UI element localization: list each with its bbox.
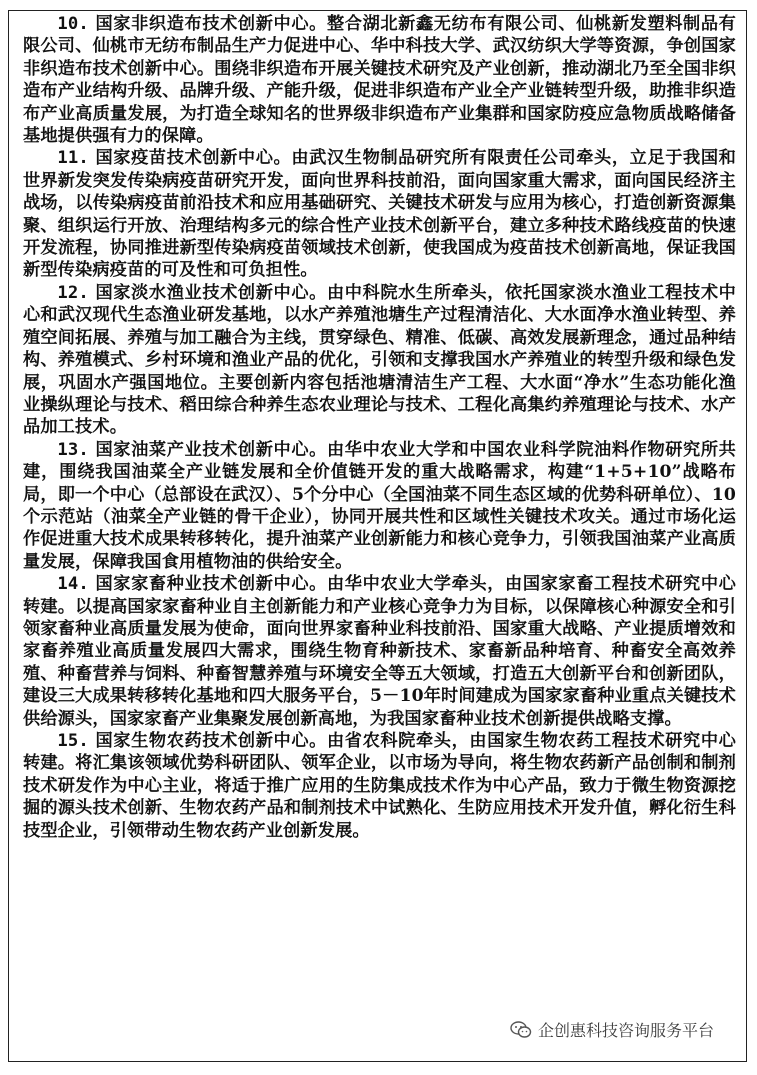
- paragraph-title: 国家家畜种业技术创新中心。: [95, 574, 327, 595]
- paragraph-12: [23, 282, 736, 439]
- paragraph-title: 国家非织造布技术创新中心。: [95, 14, 327, 34]
- paragraph-11: [23, 147, 736, 281]
- paragraph-number: 15.: [57, 731, 89, 751]
- wechat-icon: [510, 1021, 532, 1039]
- paragraph-body: 由华中农业大学牵头，由国家家畜工程技术研究中心转建。以提高国家家畜种业自主创新能力和产业核心竞争力为目标，以保障核心种源安全和引领家畜种业高质量发展为使命，面向世界家畜种业科技前沿、国家重大战略、产业提质增效和家畜养殖业高质量发展四大需求，围绕生物育种新技术、家畜新品种培育、种畜安全高效养殖、种畜营养与饲料、种畜智慧养殖与环境安全等五大领域，打造五大创新平台和创新团队，建设三大成果转移转化基地和四大服务平台，5－10年时间建成为国家家畜种业重点关键技术供给源头，国家家畜产业集聚发展创新高地，为我国家畜种业技术创新提供战略支撑。: [23, 574, 737, 729]
- paragraph-title: 国家生物农药技术创新中心。: [95, 731, 327, 751]
- watermark-text: 企创惠科技咨询服务平台: [537, 1021, 714, 1040]
- paragraph-number: 12.: [57, 282, 89, 303]
- paragraph-body: 由华中农业大学和中国农业科学院油料作物研究所共建，围绕我国油菜全产业链发展和全价值链开发的重大战略需求，构建“1+5+10”战略布局，即一个中心（总部设在武汉）、5个分中心（全国油菜不同生态区域的优势科研单位）、10个示范站（油菜全产业链的骨干企业），协同开展共性和区域性关键技术攻关。通过市场化运作促进重大技术成果转移转化，提升油菜产业创新能力和核心竞争力，引领我国油菜产业高质量发展，保障我国食用植物油的供给安全。: [23, 439, 737, 572]
- paragraph-title: 国家油菜产业技术创新中心。: [95, 439, 327, 460]
- paragraph-body: 由省农科院牵头，由国家生物农药工程技术研究中心转建。将汇集该领域优势科研团队、领军企业，以市场为导向，将生物农药新产品创制和制剂技术研发作为中心主业，将适于推广应用的生防集成技术作为中心产品，致力于微生物资源挖掘的源头技术创新、生物农药产品和制剂技术中试熟化、生防应用技术开发升值，孵化衍生科技型企业，引领带动生物农药产业创新发展。: [23, 731, 737, 841]
- paragraph-14: [23, 573, 736, 730]
- paragraph-10: [23, 13, 736, 147]
- paragraph-13: [23, 439, 736, 573]
- watermark: [504, 1016, 720, 1043]
- paragraph-body: 由中科院水生所牵头，依托国家淡水渔业工程技术中心和武汉现代生态渔业研发基地，以水产养殖池塘生产过程清洁化、大水面净水渔业转型、养殖空间拓展、养殖与加工融合为主线，贯穿绿色、精准、低碳、高效发展新理念，通过品种结构、养殖模式、乡村环境和渔业产品的优化，引领和支撑我国水产养殖业的转型升级和绿色发展，巩固水产强国地位。主要创新内容包括池塘清洁生产工程、大水面“净水”生态功能化渔业操纵理论与技术、稻田综合种养生态农业理论与技术、工程化高集约养殖理论与技术、水产品加工技术。: [23, 282, 737, 438]
- paragraph-number: 11.: [57, 148, 89, 169]
- paragraph-number: 14.: [57, 574, 89, 595]
- document-content: [9, 11, 746, 842]
- paragraph-body: 整合湖北新鑫无纺布有限公司、仙桃新发塑料制品有限公司、仙桃市无纺布制品生产力促进中心、华中科技大学、武汉纺织大学等资源，争创国家非织造布技术创新中心。围绕非织造布开展关键技术研究及产业创新，推动湖北乃至全国非织造布产业结构升级、品牌升级、产能升级，促进非织造布产业全产业链转型升级，助推非织造布产业高质量发展，为打造全球知名的世界级非织造布产业集群和国家防疫应急物质战略储备基地提供强有力的保障。: [23, 14, 737, 147]
- paragraph-title: 国家疫苗技术创新中心。: [95, 148, 292, 169]
- paragraph-15: [23, 730, 736, 842]
- paragraph-number: 13.: [57, 439, 89, 460]
- document-page: [8, 10, 747, 1062]
- paragraph-body: 由武汉生物制品研究所有限责任公司牵头，立足于我国和世界新发突发传染病疫苗研究开发，面向世界科技前沿，面向国家重大需求，面向国民经济主战场，以传染病疫苗前沿技术和应用基础研究、关键技术研发与应用为核心，打造创新资源集聚、组织运行开放、治理结构多元的综合性产业技术创新平台，建立多种技术路线疫苗的快速开发流程，协同推进新型传染病疫苗领域技术创新，使我国成为疫苗技术创新高地，保证我国新型传染病疫苗的可及性和可负担性。: [23, 148, 736, 281]
- paragraph-title: 国家淡水渔业技术创新中心。: [95, 282, 327, 303]
- paragraph-number: 10.: [57, 14, 89, 34]
